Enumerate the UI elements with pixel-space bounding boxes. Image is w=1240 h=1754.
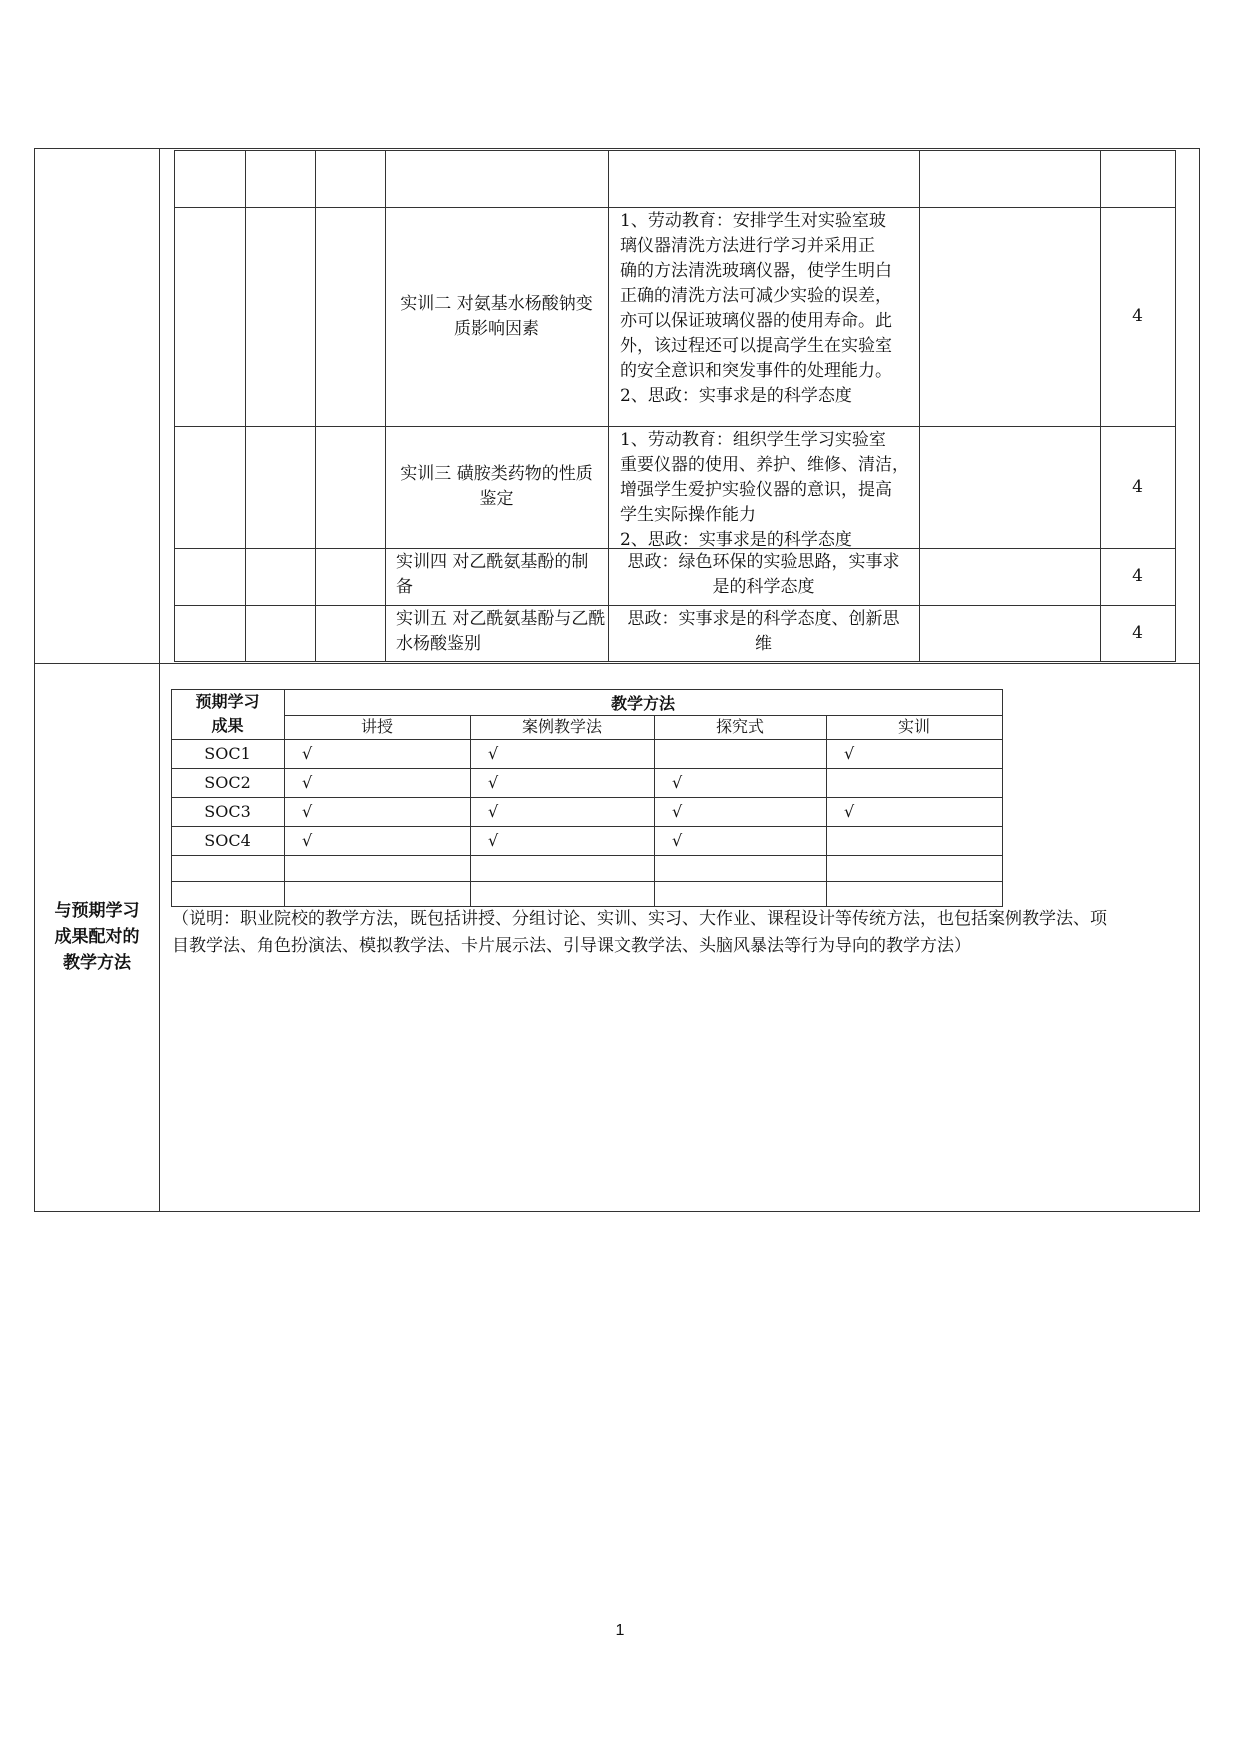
check-mark <box>844 826 884 855</box>
content-line: 维 <box>755 634 772 654</box>
training-hours-4: 4 <box>1132 566 1143 586</box>
content-line: 的安全意识和突发事件的处理能力。 <box>620 361 892 381</box>
content-line: 2、思政：实事求是的科学态度 <box>620 386 852 406</box>
content-line: 1、劳动教育：组织学生学习实验室 <box>620 430 886 450</box>
col-header-lecture: 讲授 <box>360 717 393 736</box>
content-line: 外，该过程还可以提高学生在实验室 <box>620 336 892 356</box>
training-hours-3: 4 <box>1132 476 1143 497</box>
training-name-3: 实训三 磺胺类药物的性质鉴定 <box>400 464 593 509</box>
section-label <box>36 663 158 1211</box>
training-hours-2: 4 <box>1132 306 1143 326</box>
training-content-3 <box>620 428 915 553</box>
check-mark: √ <box>488 830 499 850</box>
col-header-training: 实训 <box>897 717 930 736</box>
training-name-5: 实训五 对乙酰氨基酚与乙酰水杨酸鉴别 <box>396 609 606 654</box>
content-line: 重要仪器的使用、养护、维修、清洁， <box>620 455 909 475</box>
col-header-inquiry: 探究式 <box>715 717 764 736</box>
outcome-cell: SOC1 <box>204 743 251 763</box>
training-hours-5: 4 <box>1132 622 1143 643</box>
check-mark: √ <box>672 772 683 792</box>
check-mark: √ <box>488 801 499 821</box>
check-mark: √ <box>844 801 855 821</box>
content-line: 思政：实事求是的科学态度、创新思 <box>627 609 900 629</box>
methods-note <box>172 906 1198 960</box>
outcome-cell: SOC4 <box>204 830 251 850</box>
content-line: 璃仪器清洗方法进行学习并采用正 <box>620 236 875 256</box>
check-mark: √ <box>672 830 683 850</box>
check-mark: √ <box>488 743 499 763</box>
outcome-cell: SOC3 <box>204 801 251 821</box>
check-mark <box>844 768 884 797</box>
training-name-4: 实训四 对乙酰氨基酚的制备 <box>396 552 589 597</box>
note-line-1: （说明：职业院校的教学方法，既包括讲授、分组讨论、实训、实习、大作业、课程设计等传统方法，也包括案例教学法、项 <box>172 909 1107 929</box>
content-line: 增强学生爱护实验仪器的意识，提高 <box>620 480 892 500</box>
content-line: 亦可以保证玻璃仪器的使用寿命。此 <box>620 311 892 331</box>
training-name-2: 实训二 对氨基水杨酸钠变质影响因素 <box>400 293 593 339</box>
col-header-case: 案例教学法 <box>521 717 602 736</box>
content-line: 确的方法清洗玻璃仪器，使学生明白 <box>620 261 892 281</box>
check-mark: √ <box>302 772 313 792</box>
training-content-4 <box>612 550 915 600</box>
training-content-5 <box>612 607 915 657</box>
content-line: 2、思政：实事求是的科学态度 <box>620 530 852 550</box>
content-line: 学生实际操作能力 <box>620 505 756 525</box>
check-mark: √ <box>844 743 855 763</box>
outcome-cell: SOC2 <box>204 772 251 792</box>
check-mark: √ <box>302 743 313 763</box>
content-line: 1、劳动教育：安排学生对实验室玻 <box>620 211 886 231</box>
check-mark: √ <box>488 772 499 792</box>
method-group-header: 教学方法 <box>610 693 675 713</box>
check-mark: √ <box>672 801 683 821</box>
content-line: 正确的清洗方法可减少实验的误差， <box>620 286 892 306</box>
content-line: 思政：绿色环保的实验思路，实事求 <box>627 552 900 572</box>
check-mark: √ <box>302 801 313 821</box>
section-label-text: 与预期学习成果配对的教学方法 <box>54 901 140 973</box>
check-mark <box>672 739 712 768</box>
outcome-header-text: 预期学习成果 <box>195 692 260 735</box>
outcome-header <box>190 689 265 739</box>
page-number: 1 <box>615 1622 625 1639</box>
check-mark: √ <box>302 830 313 850</box>
content-line: 是的科学态度 <box>712 577 815 597</box>
note-line-2: 目教学法、角色扮演法、模拟教学法、卡片展示法、引导课文教学法、头脑风暴法等行为导向的教学方法） <box>172 936 971 956</box>
training-content-2 <box>620 209 915 409</box>
